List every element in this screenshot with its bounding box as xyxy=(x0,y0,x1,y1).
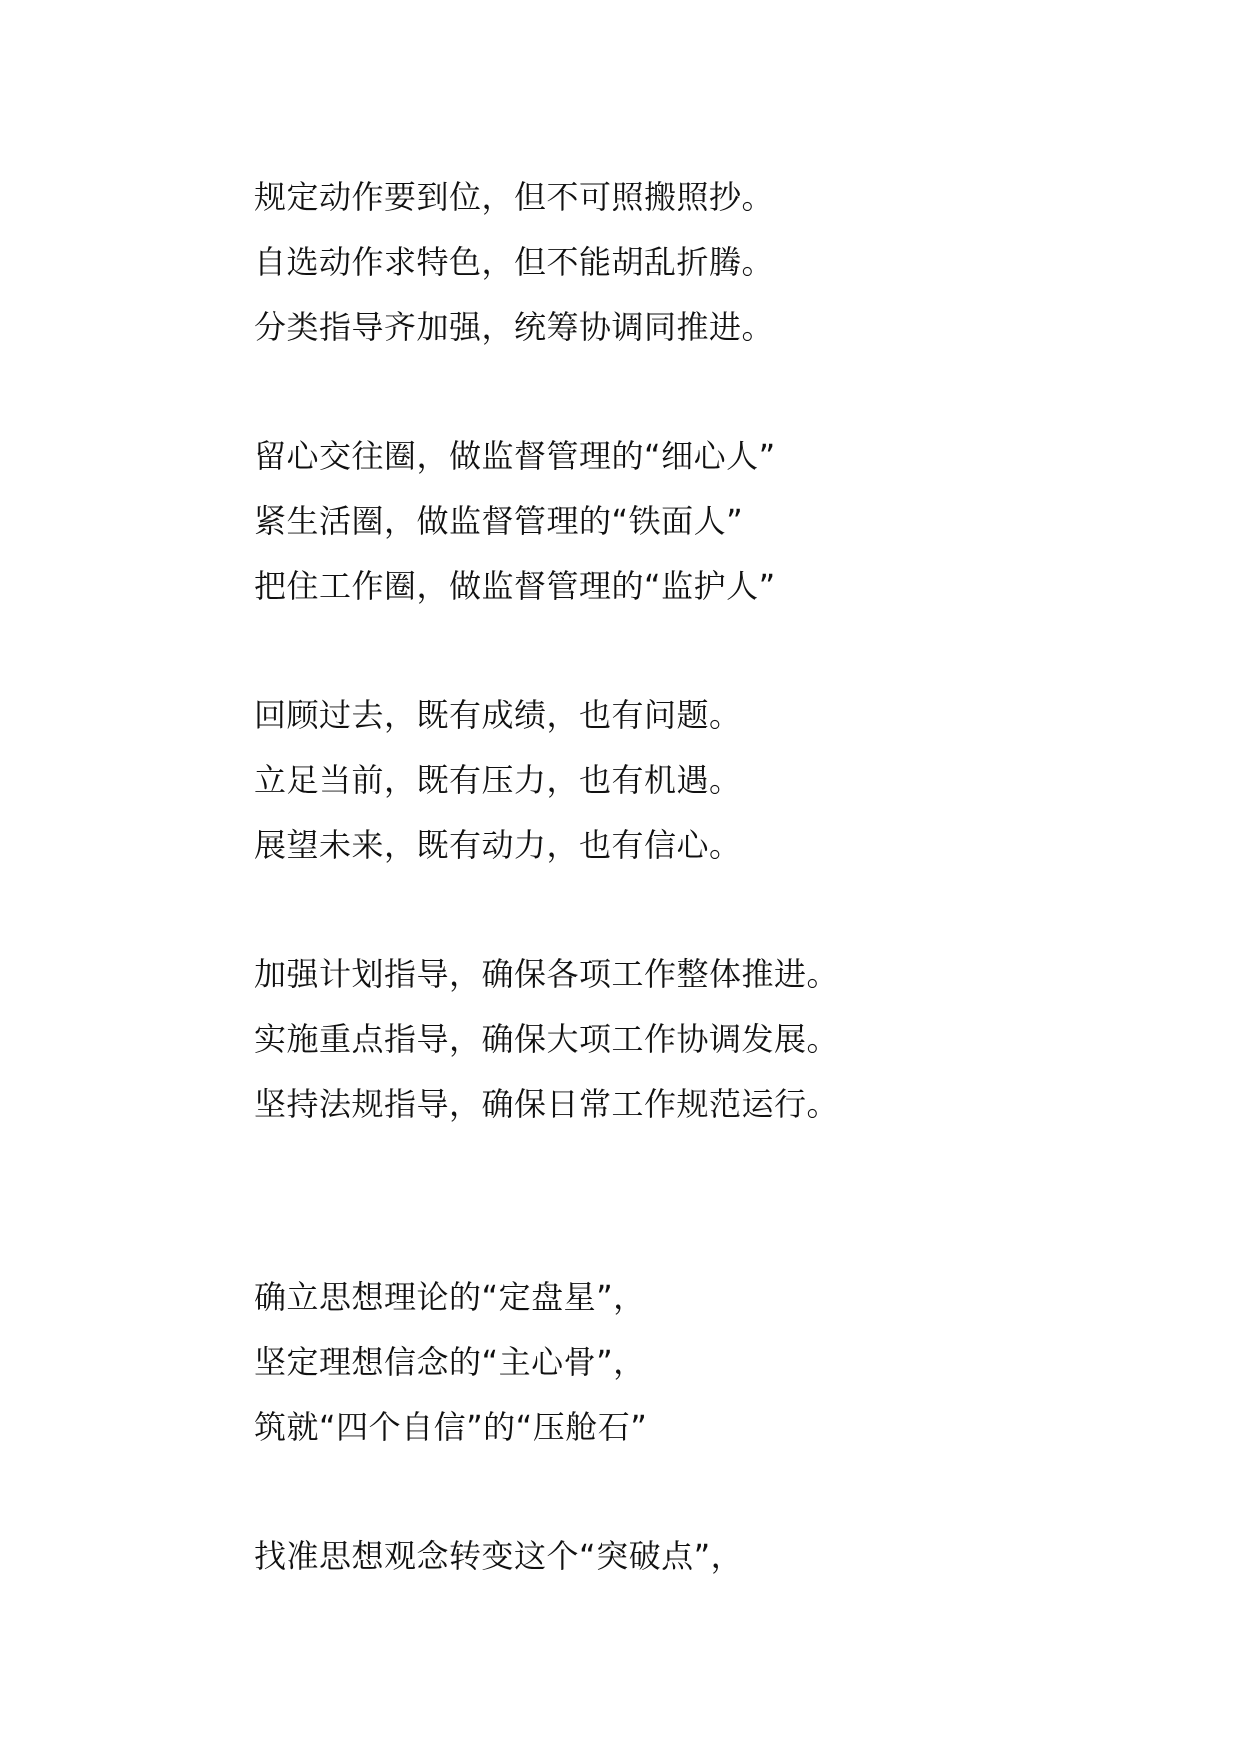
text-line: 实施重点指导，确保大项工作协调发展。 xyxy=(254,1020,840,1058)
text-line: 立足当前，既有压力，也有机遇。 xyxy=(254,761,742,799)
text-line: 把住工作圈，做监督管理的“监护人” xyxy=(254,567,776,605)
text-line: 确立思想理论的“定盘星”， xyxy=(254,1278,646,1316)
text-line: 留心交往圈，做监督管理的“细心人” xyxy=(254,437,776,475)
text-line: 加强计划指导，确保各项工作整体推进。 xyxy=(254,955,840,993)
text-line: 坚持法规指导，确保日常工作规范运行。 xyxy=(254,1085,840,1123)
text-line: 紧生活圈，做监督管理的“铁面人” xyxy=(254,502,744,540)
text-line: 分类指导齐加强，统筹协调同推进。 xyxy=(254,308,775,346)
text-line: 自选动作求特色，但不能胡乱折腾。 xyxy=(254,243,775,281)
text-line: 找准思想观念转变这个“突破点”， xyxy=(254,1537,744,1575)
text-line: 筑就“四个自信”的“压舱石” xyxy=(254,1408,648,1446)
text-line: 规定动作要到位，但不可照搬照抄。 xyxy=(254,178,775,216)
text-line: 回顾过去，既有成绩，也有问题。 xyxy=(254,696,742,734)
text-line: 展望未来，既有动力，也有信心。 xyxy=(254,826,742,864)
text-line: 坚定理想信念的“主心骨”， xyxy=(254,1343,646,1381)
